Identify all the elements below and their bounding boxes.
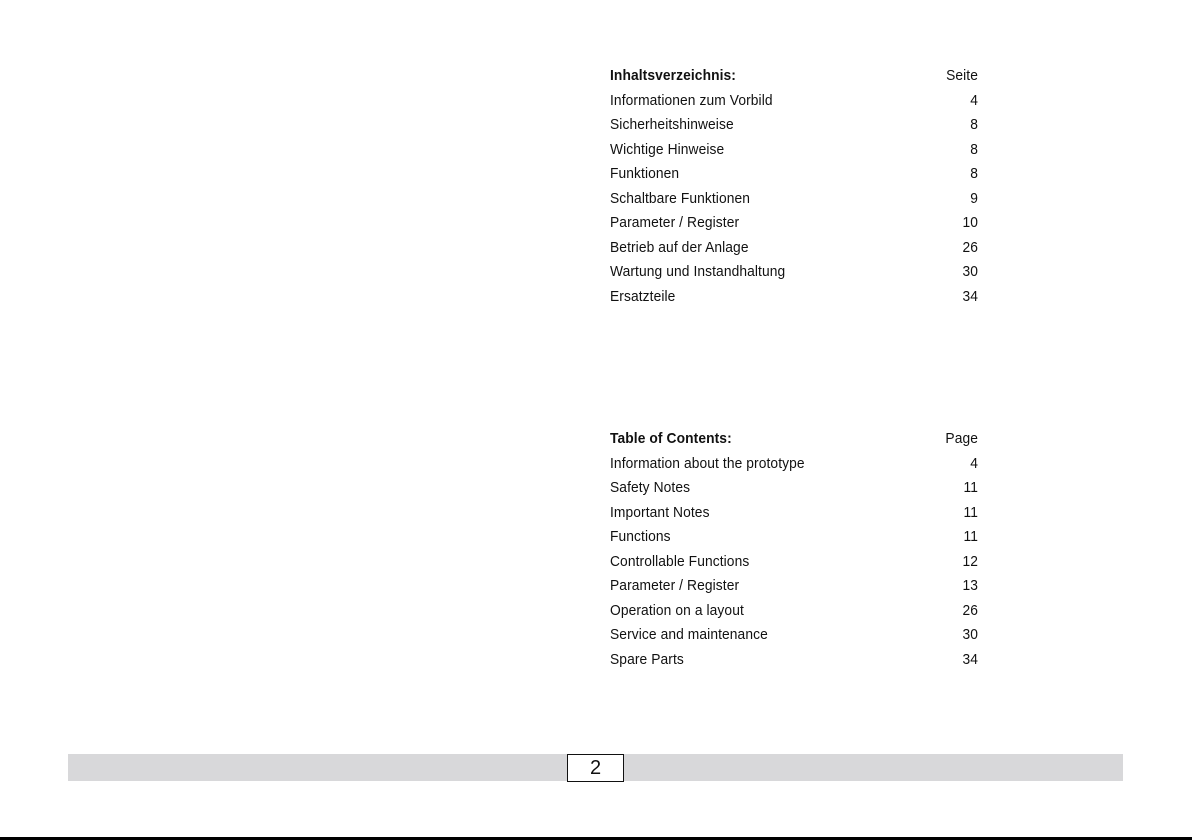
toc-entry-page: 26 [962,238,978,256]
page-number: 2 [567,754,624,782]
toc-german-header [610,64,978,89]
toc-entry [610,501,978,526]
toc-entry-page: 30 [962,626,978,643]
toc-entry [610,574,978,599]
toc-entry [610,260,978,285]
toc-entry-label: Informationen zum Vorbild [610,91,773,109]
toc-english [610,427,978,672]
toc-entry [610,525,978,550]
toc-entry-label: Controllable Functions [610,552,750,570]
toc-entry-page: 11 [963,479,978,496]
toc-entry [610,187,978,212]
toc-entry-label: Betrieb auf der Anlage [610,238,749,256]
toc-entry-label: Operation on a layout [610,601,744,619]
toc-entry [610,550,978,575]
toc-entry-page: 11 [963,503,978,521]
toc-heading: Table of Contents: [610,430,732,447]
toc-entry-page: 11 [963,528,978,545]
toc-entry [610,285,978,310]
toc-entry-label: Funktionen [610,165,680,182]
toc-entry [610,162,978,187]
toc-entry-page: 30 [962,263,978,280]
toc-entry-label: Information about the prototype [610,454,805,472]
toc-entry-label: Spare Parts [610,650,684,668]
toc-entry-page: 26 [962,601,978,619]
toc-entry-label: Wartung und Instandhaltung [610,263,786,280]
toc-entry-label: Service and maintenance [610,626,768,643]
toc-entry-label: Safety Notes [610,479,691,496]
toc-entry-page: 34 [962,287,978,305]
toc-entry-page: 8 [970,140,978,158]
toc-heading: Inhaltsverzeichnis: [610,67,736,84]
toc-entry-label: Sicherheitshinweise [610,116,734,133]
toc-entry-page: 8 [970,116,978,133]
toc-entry-page: 9 [970,189,978,207]
toc-entry-label: Functions [610,528,671,545]
toc-entry-label: Important Notes [610,503,710,521]
toc-entry-label: Parameter / Register [610,214,740,231]
toc-entry [610,89,978,114]
toc-entry-page: 8 [970,165,978,182]
toc-entry-page: 10 [962,214,978,231]
toc-entry-label: Ersatzteile [610,287,676,305]
toc-entry-page: 4 [970,91,978,109]
toc-entry [610,113,978,138]
toc-entry [610,623,978,648]
toc-page-heading: Seite [946,67,978,84]
toc-entry [610,648,978,673]
toc-german [610,64,978,309]
toc-english-header [610,427,978,452]
toc-entry-label: Wichtige Hinweise [610,140,725,158]
toc-entry [610,138,978,163]
toc-entry-page: 13 [962,577,978,594]
toc-entry [610,599,978,624]
toc-entry [610,452,978,477]
toc-entry-label: Parameter / Register [610,577,740,594]
toc-entry-page: 34 [962,650,978,668]
toc-entry [610,211,978,236]
toc-entry [610,236,978,261]
toc-page-heading: Page [945,430,978,447]
toc-entry-page: 12 [962,552,978,570]
toc-entry-page: 4 [970,454,978,472]
toc-entry-label: Schaltbare Funktionen [610,189,751,207]
toc-entry [610,476,978,501]
